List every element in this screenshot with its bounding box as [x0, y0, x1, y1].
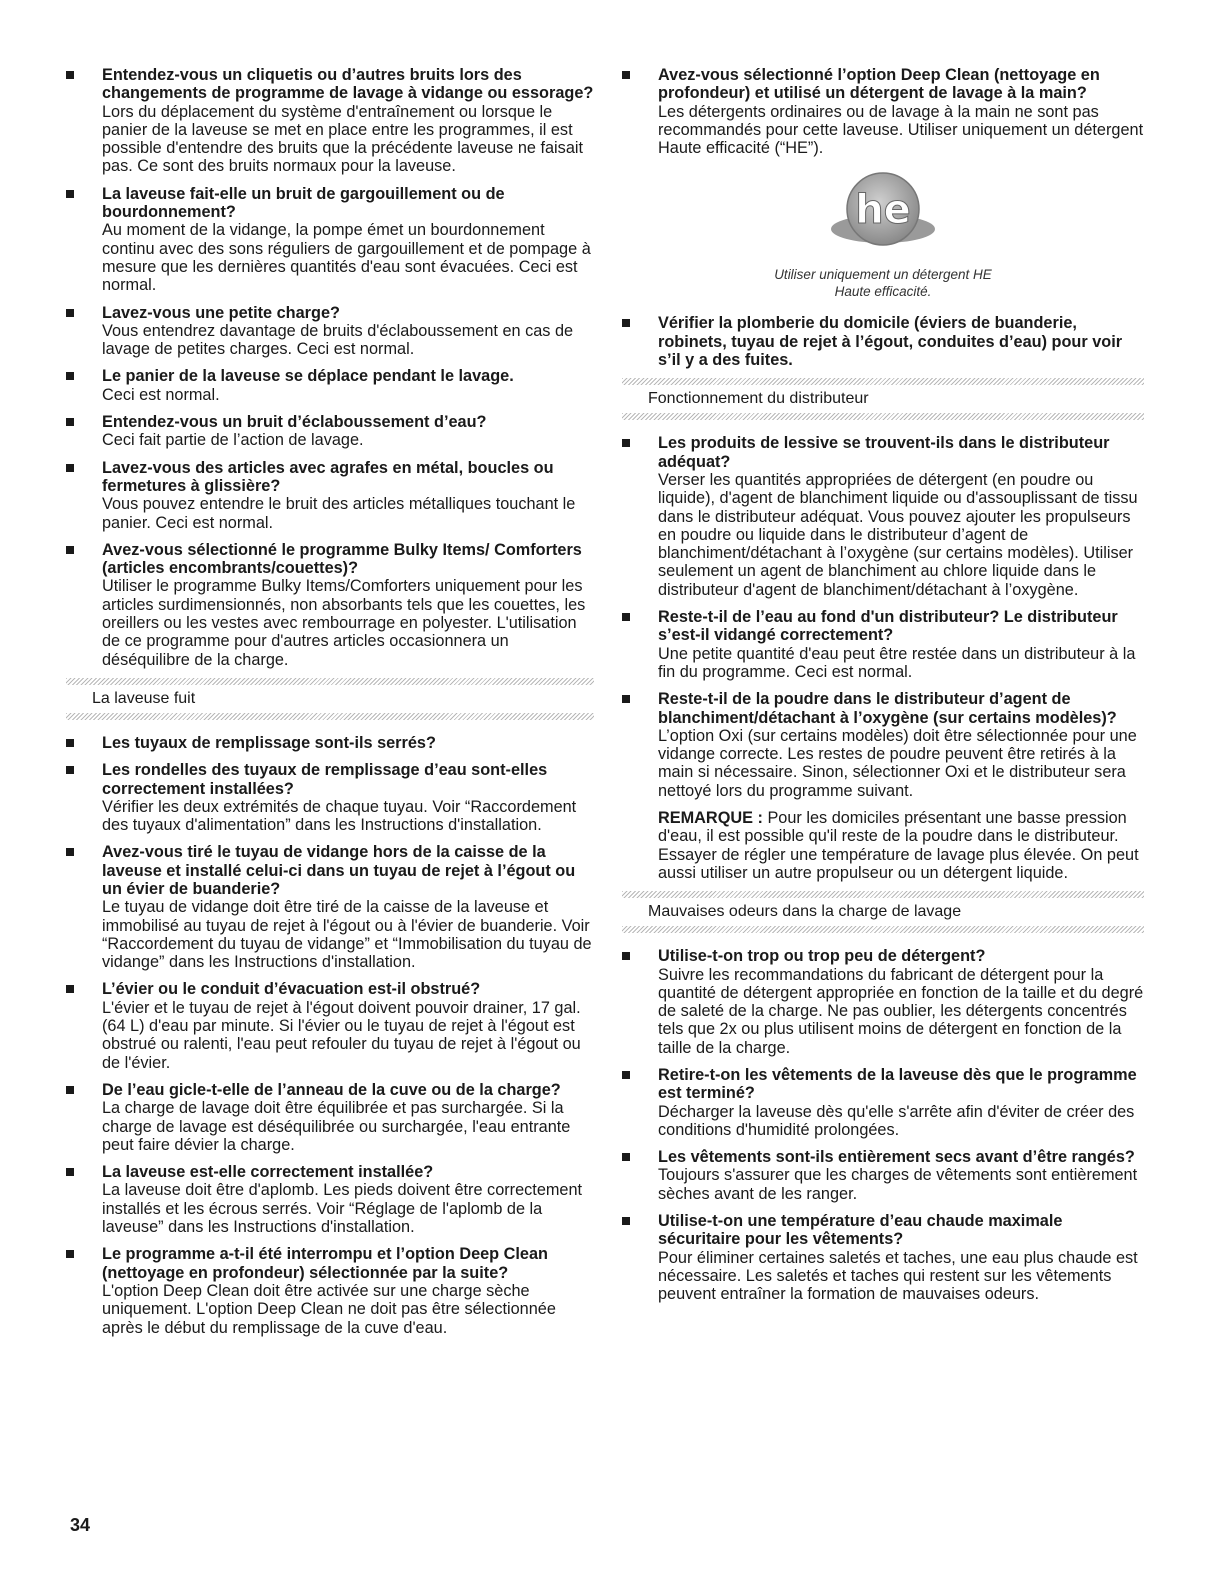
list-item	[66, 367, 594, 404]
answer: La laveuse doit être d'aplomb. Les pieds doivent être correctement installés et les écrous serrés. Voir “Réglage de l'aplomb de la laveuse” dans les Instructions d'installation.	[102, 1181, 583, 1237]
answer: Les détergents ordinaires ou de lavage à la main ne sont pas recommandés pour cette laveuse. Utiliser uniquement un détergent Haute efficacité (“HE”).	[658, 102, 1144, 158]
list-item	[66, 1245, 594, 1336]
list-item	[622, 1212, 1144, 1303]
section-divider	[622, 378, 1144, 385]
left-column	[66, 66, 594, 1346]
answer: Verser les quantités appropriées de détergent (en poudre ou liquide), d'agent de blanchiment liquide ou d'assouplissant de tissu dans le distributeur adéquat. Vous pouvez ajouter les propulseurs en poudre ou liquide dans le distributeur d’agent de blanchiment/détachant à l’oxygène (sur certains modèles). Utiliser seulement un agent de blanchiment au chlore liquide dans le distributeur d'agent de blanchiment/détachant à l’oxygène.	[658, 470, 1138, 599]
answer: Lors du déplacement du système d'entraînement ou lorsque le panier de la laveuse se met en place entre les programmes, il est possible d'entendre des bruits que la précédente laveuse ne faisait pas. Ce sont des bruits normaux pour la laveuse.	[102, 102, 584, 176]
section-divider	[622, 926, 1144, 933]
square-bullet-icon	[66, 1086, 74, 1094]
answer: Toujours s'assurer que les charges de vêtements sont entièrement sèches avant de les ranger.	[658, 1166, 1138, 1203]
list-item	[66, 734, 594, 752]
list-item	[66, 541, 594, 669]
he-logo-icon	[823, 167, 943, 257]
square-bullet-icon	[66, 71, 74, 79]
square-bullet-icon	[622, 1071, 630, 1079]
answer: Pour éliminer certaines saletés et taches, une eau plus chaude est nécessaire. Les saletés et taches qui restent sur les vêtements peuvent entraîner la formation de mauvaises odeurs.	[658, 1248, 1138, 1304]
note	[658, 809, 1144, 882]
question: Utilise-t-on trop ou trop peu de détergent?	[658, 947, 986, 966]
answer: Vérifier les deux extrémités de chaque tuyau. Voir “Raccordement des tuyaux d'alimentation” dans les Instructions d'installation.	[102, 797, 577, 835]
section-header-odors	[622, 891, 1144, 933]
answer: Une petite quantité d'eau peut être restée dans un distributeur à la fin du programme. Ceci est normal.	[658, 644, 1136, 681]
note-text: Pour les domiciles présentant une basse pression d'eau, il est possible qu'il reste de la poudre dans le distributeur. Essayer de régler une température de lavage plus élevée. On peut aussi utiliser un autre propulseur ou un détergent liquide.	[658, 809, 1139, 882]
list-item	[66, 761, 594, 834]
square-bullet-icon	[622, 1153, 630, 1161]
square-bullet-icon	[66, 372, 74, 380]
answer: Ceci est normal.	[102, 385, 220, 404]
list-item	[66, 980, 594, 1071]
question: Lavez-vous une petite charge?	[102, 303, 340, 322]
list-item	[66, 304, 594, 359]
question: La laveuse est-elle correctement installée?	[102, 1163, 434, 1182]
square-bullet-icon	[66, 739, 74, 747]
question: Le programme a-t-il été interrompu et l’option Deep Clean (nettoyage en profondeur) sélectionnée par la suite?	[102, 1245, 548, 1282]
square-bullet-icon	[622, 71, 630, 79]
caption-line-1: Utiliser uniquement un détergent HE	[774, 267, 992, 283]
question: Reste-t-il de la poudre dans le distributeur d’agent de blanchiment/détachant à l’oxygène (sur certains modèles)?	[658, 690, 1117, 727]
right-items1	[622, 66, 1144, 157]
answer: La charge de lavage doit être équilibrée et pas surchargée. Si la charge de lavage est déséquilibrée ou surchargée, l'eau entrante peut faire dévier la charge.	[102, 1099, 571, 1154]
square-bullet-icon	[66, 309, 74, 317]
answer: L'évier et le tuyau de rejet à l'égout doivent pouvoir drainer, 17 gal. (64 L) d'eau par minute. Si l'évier ou le tuyau de rejet à l'égout est obstrué ou ralenti, l'eau peut refouler du tuyau de rejet à l'égout ou de l'évier.	[102, 998, 581, 1072]
list-item	[622, 314, 1144, 369]
square-bullet-icon	[66, 848, 74, 856]
square-bullet-icon	[622, 1217, 630, 1225]
question: Entendez-vous un cliquetis ou d’autres bruits lors des changements de programme de lavage à vidange ou essorage?	[102, 66, 594, 103]
answer: Au moment de la vidange, la pompe émet un bourdonnement continu avec des sons réguliers de gargouillement et de pompage à mesure que les dernières quantités d'eau sont évacuées. Ceci est normal.	[102, 221, 591, 295]
list-item	[66, 66, 594, 176]
square-bullet-icon	[622, 439, 630, 447]
left-items1	[66, 66, 594, 669]
answer: Décharger la laveuse dès qu'elle s'arrête afin d'éviter de créer des conditions d'humidité prolongées.	[658, 1102, 1135, 1139]
list-item	[622, 947, 1144, 1057]
section-header-leak	[66, 678, 594, 720]
section-header-dispenser	[622, 378, 1144, 420]
list-item	[66, 413, 594, 450]
square-bullet-icon	[66, 190, 74, 198]
right-items2	[622, 314, 1144, 369]
logo-caption	[622, 266, 1144, 300]
square-bullet-icon	[66, 546, 74, 554]
square-bullet-icon	[66, 766, 74, 774]
caption-line-2: Haute efficacité.	[834, 284, 932, 300]
section-title: Fonctionnement du distributeur	[648, 390, 869, 408]
square-bullet-icon	[622, 319, 630, 327]
square-bullet-icon	[622, 613, 630, 621]
question: Le panier de la laveuse se déplace pendant le lavage.	[102, 367, 514, 386]
section-divider	[66, 713, 594, 720]
right-items3	[622, 434, 1144, 800]
question: Les tuyaux de remplissage sont-ils serrés?	[102, 733, 436, 752]
square-bullet-icon	[66, 1168, 74, 1176]
answer: Vous entendrez davantage de bruits d'éclaboussement en cas de lavage de petites charges. Ceci est normal.	[102, 321, 574, 359]
he-logo-text: he	[855, 187, 911, 234]
list-item	[622, 66, 1144, 157]
question: Utilise-t-on une température d’eau chaude maximale sécuritaire pour les vêtements?	[658, 1212, 1063, 1249]
question: Lavez-vous des articles avec agrafes en métal, boucles ou fermetures à glissière?	[102, 458, 554, 495]
list-item	[66, 843, 594, 971]
question: Vérifier la plomberie du domicile (éviers de buanderie, robinets, tuyau de rejet à l’égout, conduites d’eau) pour voir s’il y a des fuites.	[658, 314, 1123, 370]
question: L’évier ou le conduit d’évacuation est-il obstrué?	[102, 980, 481, 999]
question: De l’eau gicle-t-elle de l’anneau de la cuve ou de la charge?	[102, 1080, 561, 1099]
section-divider	[622, 891, 1144, 898]
square-bullet-icon	[66, 464, 74, 472]
list-item	[66, 459, 594, 532]
question: Retire-t-on les vêtements de la laveuse dès que le programme est terminé?	[658, 1065, 1137, 1103]
note-label: REMARQUE :	[658, 809, 763, 828]
list-item	[622, 608, 1144, 681]
section-title: Mauvaises odeurs dans la charge de lavage	[648, 903, 962, 921]
answer: Ceci fait partie de l’action de lavage.	[102, 431, 364, 450]
question: Avez-vous tiré le tuyau de vidange hors de la caisse de la laveuse et installé celui-ci dans un tuyau de rejet à l’égout ou un évier de buanderie?	[102, 843, 576, 898]
left-items2	[66, 734, 594, 1337]
question: La laveuse fait-elle un bruit de gargouillement ou de bourdonnement?	[102, 184, 505, 222]
question: Les rondelles des tuyaux de remplissage d’eau sont-elles correctement installées?	[102, 761, 548, 798]
section-divider	[622, 413, 1144, 420]
section-title: La laveuse fuit	[92, 689, 196, 707]
answer: Utiliser le programme Bulky Items/Comforters uniquement pour les articles surdimensionnés, non absorbants tels que les couettes, les oreillers ou les vestes avec rembourrage en polyester. L'utilisation de ce programme pour d'autres articles occasionnera un déséquilibre de la charge.	[102, 577, 586, 669]
answer: Le tuyau de vidange doit être tiré de la caisse de la laveuse et immobilisé au tuyau de rejet à l'égout ou à l'évier de buanderie. Voir “Raccordement du tuyau de vidange” et “Immobilisation du tuyau de vidange” dans les Instructions d'installation.	[102, 898, 592, 972]
answer: Suivre les recommandations du fabricant de détergent pour la quantité de détergent appropriée en fonction de la taille et du degré de saleté de la charge. Ne pas oublier, les détergents concentrés tels que 2x ou plus utilisent moins de détergent en fonction de la taille de la charge.	[658, 965, 1144, 1057]
list-item	[622, 690, 1144, 800]
page-number: 34	[70, 1515, 91, 1535]
list-item	[66, 1163, 594, 1236]
question: Entendez-vous un bruit d’éclaboussement d’eau?	[102, 413, 487, 432]
question: Reste-t-il de l’eau au fond d'un distributeur? Le distributeur s’est-il vidangé correctement?	[658, 608, 1118, 645]
answer: L'option Deep Clean doit être activée sur une charge sèche uniquement. L'option Deep Clean ne doit pas être sélectionnée après le début du remplissage de la cuve d'eau.	[102, 1281, 556, 1337]
right-column	[622, 66, 1144, 1313]
question: Avez-vous sélectionné l’option Deep Clean (nettoyage en profondeur) et utilisé un détergent de lavage à la main?	[658, 66, 1100, 103]
answer: L’option Oxi (sur certains modèles) doit être sélectionnée pour une vidange correcte. Les restes de poudre peuvent être retirés à la main si nécessaire. Sinon, sélectionner Oxi et le distributeur sera nettoyé lors du programme suivant.	[658, 726, 1137, 800]
section-divider	[66, 678, 594, 685]
square-bullet-icon	[622, 952, 630, 960]
answer: Vous pouvez entendre le bruit des articles métalliques touchant le panier. Ceci est normal.	[102, 495, 576, 532]
square-bullet-icon	[66, 985, 74, 993]
question: Les produits de lessive se trouvent-ils dans le distributeur adéquat?	[658, 434, 1110, 471]
list-item	[66, 185, 594, 295]
right-items4	[622, 947, 1144, 1303]
list-item	[622, 434, 1144, 599]
square-bullet-icon	[66, 418, 74, 426]
list-item	[66, 1081, 594, 1154]
list-item	[622, 1148, 1144, 1203]
list-item	[622, 1066, 1144, 1139]
question: Avez-vous sélectionné le programme Bulky Items/ Comforters (articles encombrants/couettes)?	[102, 540, 582, 578]
square-bullet-icon	[622, 695, 630, 703]
he-logo	[622, 167, 1144, 262]
square-bullet-icon	[66, 1250, 74, 1258]
question: Les vêtements sont-ils entièrement secs avant d’être rangés?	[658, 1148, 1135, 1167]
